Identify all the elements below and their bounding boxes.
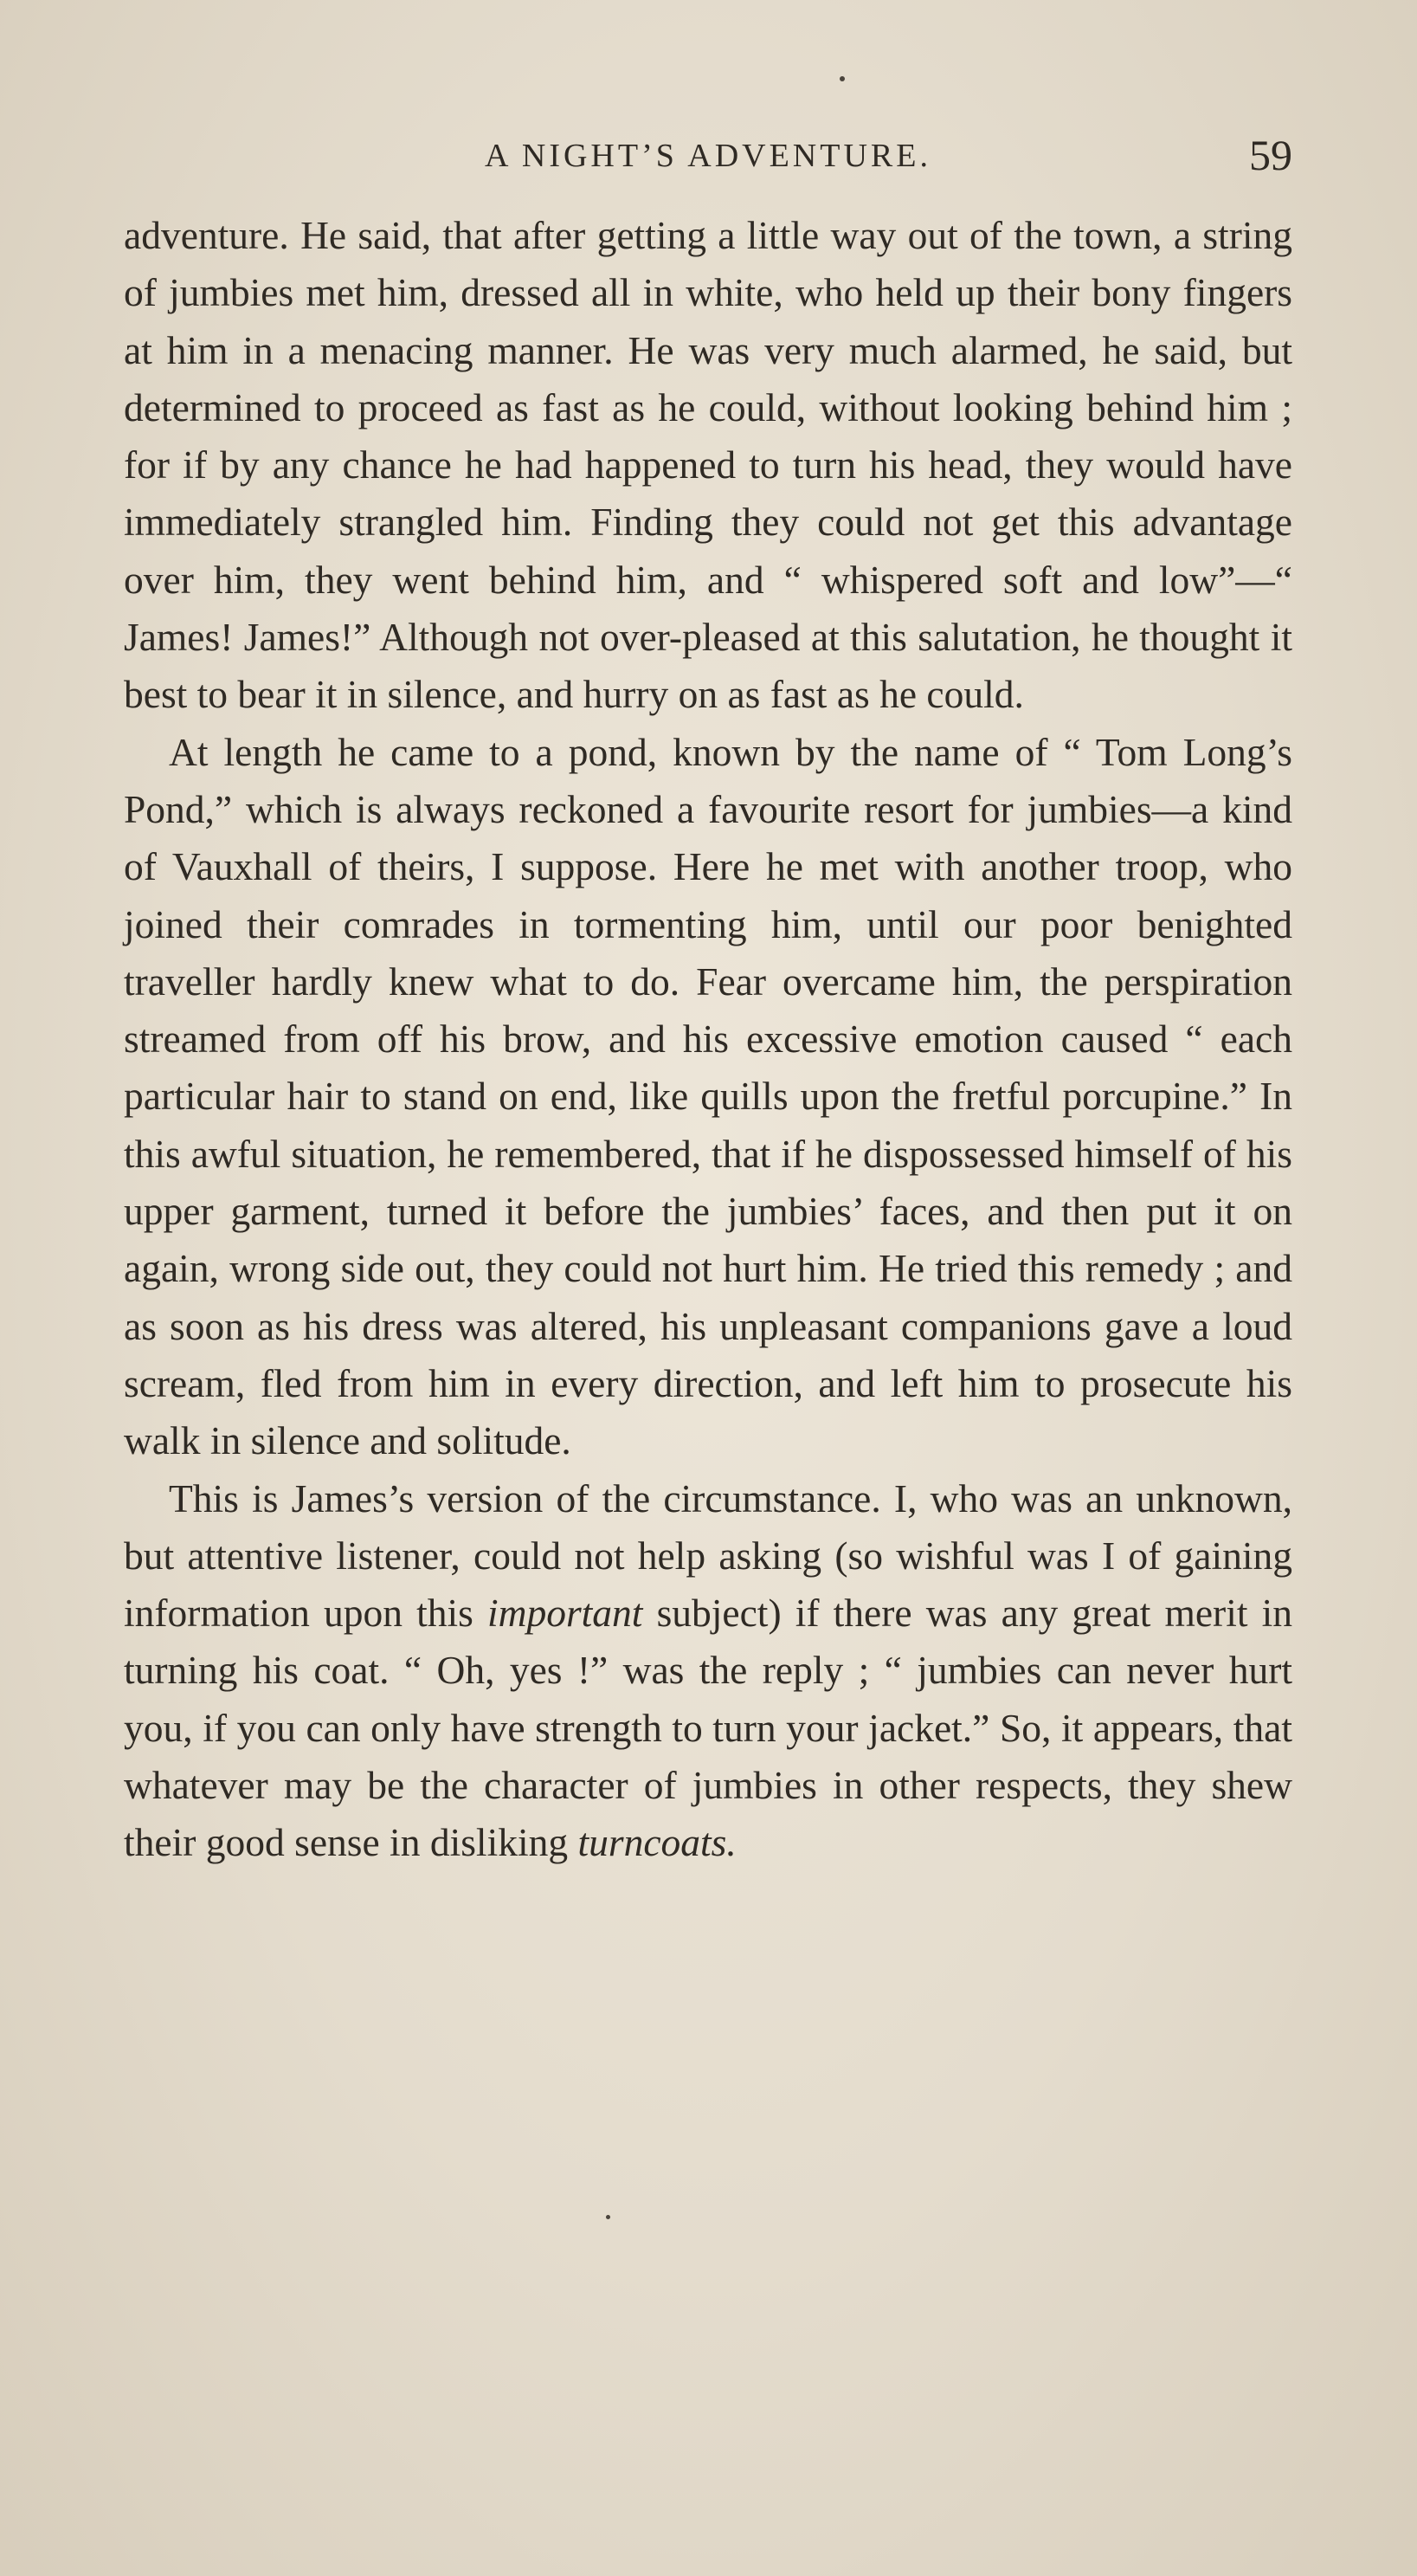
paragraph-3 bbox=[124, 1470, 1292, 1872]
body-text bbox=[124, 207, 1292, 1872]
page-number: 59 bbox=[1249, 131, 1292, 179]
page-header bbox=[124, 130, 1292, 190]
printer-dot-bottom bbox=[606, 2215, 610, 2219]
emphasis-important: important bbox=[486, 1591, 643, 1636]
paragraph-2: At length he came to a pond, known by the name of “ Tom Long’s Pond,” which is always reckoned a favourite resort for jumbies—a kind of Vauxhall of theirs, I suppose. Here he met with another troop, who joined their comrades in tormenting him, until our poor benighted traveller hardly knew what to do. Fear overcame him, the perspiration streamed from off his brow, and his excessive emotion caused “ each particular hair to stand on end, like quills upon the fretful porcupine.” In this awful situation, he remembered, that if he dispossessed himself of his upper garment, turned it before the jumbies’ faces, and then put it on again, wrong side out, they could not hurt him. He tried this remedy ; and as soon as his dress was altered, his unpleasant companions gave a loud scream, fled from him in every direction, and left him to prosecute his walk in silence and solitude. bbox=[124, 729, 1292, 1463]
paragraph-1: adventure. He said, that after getting a little way out of the town, a string of jumbies met him, dressed all in white, who held up their bony fingers at him in a menacing manner. He was very much alarmed, he said, but determined to proceed as fast as he could, without looking behind him ; for if by any chance he had happened to turn his head, they would have immediately strangled him. Finding they could not get this advantage over him, they went behind him, and “ whispered soft and low”—“ James! James!” Although not over-pleased at this salutation, he thought it best to bear it in silence, and hurry on as fast as he could. bbox=[124, 213, 1292, 717]
emphasis-turncoats: turncoats. bbox=[577, 1820, 737, 1865]
paragraph-3-text-b: subject) if there was any great merit in turning his coat. “ Oh, yes !” was the reply ; “ jumbies can never hurt you, if you can only have strength to turn your jacket.” So, it appears, that whatever may be the character of jumbies in other respects, they shew their good sense in disliking bbox=[124, 1591, 1292, 1865]
printer-dot-top bbox=[840, 76, 845, 81]
running-title: A NIGHT’S ADVENTURE. bbox=[485, 138, 931, 174]
paragraph-3-text-a: This is James’s version of the circumstance. I, who was an unknown, but attentive listener, could not help asking (so wishful was I of gaining information upon this bbox=[124, 1475, 1292, 1636]
